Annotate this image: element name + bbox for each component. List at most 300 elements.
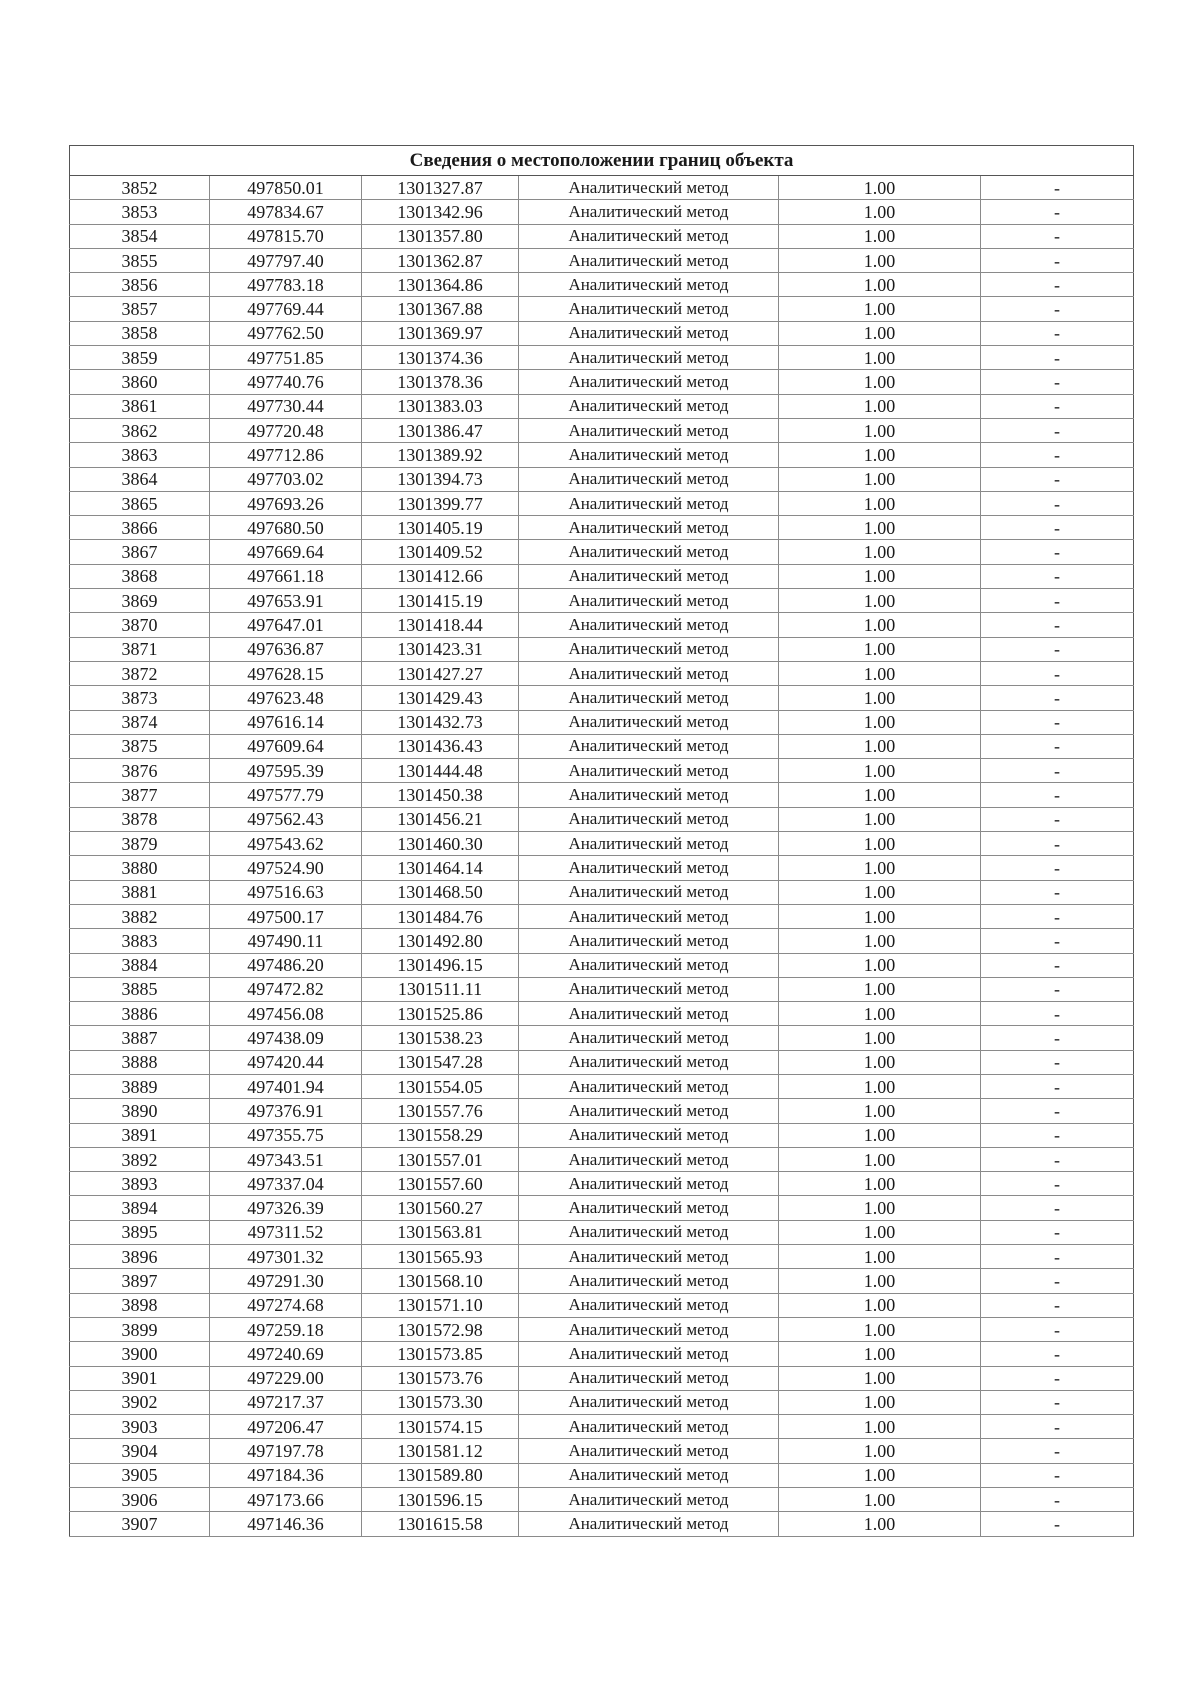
x-coordinate-cell: 497647.01 (210, 613, 362, 637)
table-row (70, 783, 1134, 807)
accuracy-cell: 1.00 (779, 880, 981, 904)
accuracy-cell: 1.00 (779, 1074, 981, 1098)
table-row (70, 224, 1134, 248)
x-coordinate-cell: 497609.64 (210, 734, 362, 758)
accuracy-cell: 1.00 (779, 1415, 981, 1439)
table-row (70, 1026, 1134, 1050)
y-coordinate-cell: 1301581.12 (362, 1439, 519, 1463)
description-cell: - (981, 224, 1134, 248)
description-cell: - (981, 1439, 1134, 1463)
y-coordinate-cell: 1301412.66 (362, 564, 519, 588)
description-cell: - (981, 321, 1134, 345)
y-coordinate-cell: 1301409.52 (362, 540, 519, 564)
x-coordinate-cell: 497311.52 (210, 1220, 362, 1244)
table-row (70, 1317, 1134, 1341)
accuracy-cell: 1.00 (779, 370, 981, 394)
y-coordinate-cell: 1301571.10 (362, 1293, 519, 1317)
point-number-cell: 3871 (70, 637, 210, 661)
table-row (70, 977, 1134, 1001)
description-cell: - (981, 346, 1134, 370)
method-cell: Аналитический метод (519, 346, 779, 370)
point-number-cell: 3873 (70, 686, 210, 710)
description-cell: - (981, 661, 1134, 685)
method-cell: Аналитический метод (519, 807, 779, 831)
x-coordinate-cell: 497562.43 (210, 807, 362, 831)
description-cell: - (981, 1147, 1134, 1171)
description-cell: - (981, 1463, 1134, 1487)
table-row (70, 1172, 1134, 1196)
x-coordinate-cell: 497680.50 (210, 516, 362, 540)
x-coordinate-cell: 497628.15 (210, 661, 362, 685)
point-number-cell: 3901 (70, 1366, 210, 1390)
table-row (70, 1099, 1134, 1123)
table-row (70, 1439, 1134, 1463)
accuracy-cell: 1.00 (779, 904, 981, 928)
method-cell: Аналитический метод (519, 880, 779, 904)
y-coordinate-cell: 1301511.11 (362, 977, 519, 1001)
description-cell: - (981, 686, 1134, 710)
point-number-cell: 3868 (70, 564, 210, 588)
x-coordinate-cell: 497184.36 (210, 1463, 362, 1487)
table-row (70, 734, 1134, 758)
y-coordinate-cell: 1301525.86 (362, 1002, 519, 1026)
x-coordinate-cell: 497623.48 (210, 686, 362, 710)
x-coordinate-cell: 497636.87 (210, 637, 362, 661)
method-cell: Аналитический метод (519, 370, 779, 394)
x-coordinate-cell: 497577.79 (210, 783, 362, 807)
x-coordinate-cell: 497438.09 (210, 1026, 362, 1050)
description-cell: - (981, 832, 1134, 856)
y-coordinate-cell: 1301573.85 (362, 1342, 519, 1366)
description-cell: - (981, 297, 1134, 321)
table-row (70, 759, 1134, 783)
method-cell: Аналитический метод (519, 297, 779, 321)
method-cell: Аналитический метод (519, 686, 779, 710)
accuracy-cell: 1.00 (779, 346, 981, 370)
accuracy-cell: 1.00 (779, 297, 981, 321)
description-cell: - (981, 613, 1134, 637)
description-cell: - (981, 929, 1134, 953)
y-coordinate-cell: 1301432.73 (362, 710, 519, 734)
method-cell: Аналитический метод (519, 1488, 779, 1512)
accuracy-cell: 1.00 (779, 394, 981, 418)
method-cell: Аналитический метод (519, 491, 779, 515)
accuracy-cell: 1.00 (779, 273, 981, 297)
accuracy-cell: 1.00 (779, 224, 981, 248)
description-cell: - (981, 467, 1134, 491)
description-cell: - (981, 1366, 1134, 1390)
y-coordinate-cell: 1301557.01 (362, 1147, 519, 1171)
table-row (70, 807, 1134, 831)
point-number-cell: 3854 (70, 224, 210, 248)
accuracy-cell: 1.00 (779, 1269, 981, 1293)
description-cell: - (981, 1512, 1134, 1536)
method-cell: Аналитический метод (519, 783, 779, 807)
description-cell: - (981, 1074, 1134, 1098)
description-cell: - (981, 1196, 1134, 1220)
y-coordinate-cell: 1301327.87 (362, 176, 519, 200)
description-cell: - (981, 394, 1134, 418)
point-number-cell: 3888 (70, 1050, 210, 1074)
point-number-cell: 3852 (70, 176, 210, 200)
description-cell: - (981, 734, 1134, 758)
accuracy-cell: 1.00 (779, 977, 981, 1001)
accuracy-cell: 1.00 (779, 1366, 981, 1390)
description-cell: - (981, 880, 1134, 904)
point-number-cell: 3878 (70, 807, 210, 831)
table-row (70, 686, 1134, 710)
accuracy-cell: 1.00 (779, 832, 981, 856)
x-coordinate-cell: 497206.47 (210, 1415, 362, 1439)
x-coordinate-cell: 497291.30 (210, 1269, 362, 1293)
method-cell: Аналитический метод (519, 1123, 779, 1147)
point-number-cell: 3898 (70, 1293, 210, 1317)
method-cell: Аналитический метод (519, 1463, 779, 1487)
x-coordinate-cell: 497762.50 (210, 321, 362, 345)
accuracy-cell: 1.00 (779, 467, 981, 491)
method-cell: Аналитический метод (519, 321, 779, 345)
table-row (70, 832, 1134, 856)
table-row (70, 467, 1134, 491)
method-cell: Аналитический метод (519, 637, 779, 661)
x-coordinate-cell: 497173.66 (210, 1488, 362, 1512)
accuracy-cell: 1.00 (779, 1220, 981, 1244)
point-number-cell: 3897 (70, 1269, 210, 1293)
table-row (70, 564, 1134, 588)
table-row (70, 370, 1134, 394)
accuracy-cell: 1.00 (779, 613, 981, 637)
x-coordinate-cell: 497376.91 (210, 1099, 362, 1123)
y-coordinate-cell: 1301418.44 (362, 613, 519, 637)
y-coordinate-cell: 1301399.77 (362, 491, 519, 515)
table-row (70, 1123, 1134, 1147)
method-cell: Аналитический метод (519, 1317, 779, 1341)
table-title: Сведения о местоположении границ объекта (70, 146, 1134, 176)
description-cell: - (981, 783, 1134, 807)
x-coordinate-cell: 497472.82 (210, 977, 362, 1001)
method-cell: Аналитический метод (519, 1074, 779, 1098)
x-coordinate-cell: 497274.68 (210, 1293, 362, 1317)
method-cell: Аналитический метод (519, 1512, 779, 1536)
y-coordinate-cell: 1301560.27 (362, 1196, 519, 1220)
point-number-cell: 3900 (70, 1342, 210, 1366)
y-coordinate-cell: 1301362.87 (362, 248, 519, 272)
method-cell: Аналитический метод (519, 176, 779, 200)
method-cell: Аналитический метод (519, 1390, 779, 1414)
description-cell: - (981, 1050, 1134, 1074)
x-coordinate-cell: 497301.32 (210, 1245, 362, 1269)
point-number-cell: 3855 (70, 248, 210, 272)
method-cell: Аналитический метод (519, 1245, 779, 1269)
x-coordinate-cell: 497337.04 (210, 1172, 362, 1196)
point-number-cell: 3870 (70, 613, 210, 637)
method-cell: Аналитический метод (519, 1099, 779, 1123)
description-cell: - (981, 637, 1134, 661)
accuracy-cell: 1.00 (779, 321, 981, 345)
x-coordinate-cell: 497712.86 (210, 443, 362, 467)
table-title-row (70, 146, 1134, 176)
table-row (70, 929, 1134, 953)
method-cell: Аналитический метод (519, 613, 779, 637)
description-cell: - (981, 176, 1134, 200)
y-coordinate-cell: 1301386.47 (362, 418, 519, 442)
x-coordinate-cell: 497653.91 (210, 589, 362, 613)
accuracy-cell: 1.00 (779, 1512, 981, 1536)
description-cell: - (981, 1172, 1134, 1196)
description-cell: - (981, 1317, 1134, 1341)
accuracy-cell: 1.00 (779, 856, 981, 880)
table-row (70, 1196, 1134, 1220)
y-coordinate-cell: 1301563.81 (362, 1220, 519, 1244)
y-coordinate-cell: 1301573.30 (362, 1390, 519, 1414)
point-number-cell: 3880 (70, 856, 210, 880)
accuracy-cell: 1.00 (779, 248, 981, 272)
point-number-cell: 3899 (70, 1317, 210, 1341)
description-cell: - (981, 710, 1134, 734)
y-coordinate-cell: 1301389.92 (362, 443, 519, 467)
y-coordinate-cell: 1301496.15 (362, 953, 519, 977)
table-row (70, 1512, 1134, 1536)
point-number-cell: 3858 (70, 321, 210, 345)
point-number-cell: 3886 (70, 1002, 210, 1026)
method-cell: Аналитический метод (519, 589, 779, 613)
accuracy-cell: 1.00 (779, 929, 981, 953)
method-cell: Аналитический метод (519, 1196, 779, 1220)
y-coordinate-cell: 1301547.28 (362, 1050, 519, 1074)
point-number-cell: 3902 (70, 1390, 210, 1414)
description-cell: - (981, 1002, 1134, 1026)
y-coordinate-cell: 1301444.48 (362, 759, 519, 783)
table-row (70, 176, 1134, 200)
table-row (70, 1269, 1134, 1293)
accuracy-cell: 1.00 (779, 1245, 981, 1269)
description-cell: - (981, 1488, 1134, 1512)
y-coordinate-cell: 1301464.14 (362, 856, 519, 880)
description-cell: - (981, 491, 1134, 515)
table-row (70, 443, 1134, 467)
point-number-cell: 3892 (70, 1147, 210, 1171)
y-coordinate-cell: 1301342.96 (362, 200, 519, 224)
y-coordinate-cell: 1301557.76 (362, 1099, 519, 1123)
point-number-cell: 3885 (70, 977, 210, 1001)
method-cell: Аналитический метод (519, 832, 779, 856)
point-number-cell: 3874 (70, 710, 210, 734)
point-number-cell: 3876 (70, 759, 210, 783)
point-number-cell: 3853 (70, 200, 210, 224)
accuracy-cell: 1.00 (779, 1099, 981, 1123)
method-cell: Аналитический метод (519, 200, 779, 224)
x-coordinate-cell: 497661.18 (210, 564, 362, 588)
point-number-cell: 3906 (70, 1488, 210, 1512)
x-coordinate-cell: 497783.18 (210, 273, 362, 297)
accuracy-cell: 1.00 (779, 176, 981, 200)
x-coordinate-cell: 497740.76 (210, 370, 362, 394)
point-number-cell: 3879 (70, 832, 210, 856)
x-coordinate-cell: 497343.51 (210, 1147, 362, 1171)
table-row (70, 1366, 1134, 1390)
x-coordinate-cell: 497797.40 (210, 248, 362, 272)
accuracy-cell: 1.00 (779, 540, 981, 564)
y-coordinate-cell: 1301378.36 (362, 370, 519, 394)
description-cell: - (981, 540, 1134, 564)
table-row (70, 637, 1134, 661)
y-coordinate-cell: 1301538.23 (362, 1026, 519, 1050)
point-number-cell: 3869 (70, 589, 210, 613)
method-cell: Аналитический метод (519, 224, 779, 248)
x-coordinate-cell: 497420.44 (210, 1050, 362, 1074)
x-coordinate-cell: 497751.85 (210, 346, 362, 370)
point-number-cell: 3867 (70, 540, 210, 564)
accuracy-cell: 1.00 (779, 1293, 981, 1317)
x-coordinate-cell: 497146.36 (210, 1512, 362, 1536)
method-cell: Аналитический метод (519, 953, 779, 977)
y-coordinate-cell: 1301558.29 (362, 1123, 519, 1147)
y-coordinate-cell: 1301615.58 (362, 1512, 519, 1536)
y-coordinate-cell: 1301369.97 (362, 321, 519, 345)
point-number-cell: 3865 (70, 491, 210, 515)
point-number-cell: 3872 (70, 661, 210, 685)
point-number-cell: 3881 (70, 880, 210, 904)
description-cell: - (981, 1269, 1134, 1293)
method-cell: Аналитический метод (519, 856, 779, 880)
description-cell: - (981, 1220, 1134, 1244)
description-cell: - (981, 273, 1134, 297)
y-coordinate-cell: 1301436.43 (362, 734, 519, 758)
accuracy-cell: 1.00 (779, 661, 981, 685)
table-row (70, 273, 1134, 297)
description-cell: - (981, 248, 1134, 272)
table-row (70, 661, 1134, 685)
method-cell: Аналитический метод (519, 418, 779, 442)
y-coordinate-cell: 1301427.27 (362, 661, 519, 685)
description-cell: - (981, 807, 1134, 831)
y-coordinate-cell: 1301423.31 (362, 637, 519, 661)
accuracy-cell: 1.00 (779, 1002, 981, 1026)
method-cell: Аналитический метод (519, 1342, 779, 1366)
point-number-cell: 3893 (70, 1172, 210, 1196)
table-row (70, 1074, 1134, 1098)
x-coordinate-cell: 497240.69 (210, 1342, 362, 1366)
point-number-cell: 3905 (70, 1463, 210, 1487)
accuracy-cell: 1.00 (779, 686, 981, 710)
description-cell: - (981, 759, 1134, 783)
y-coordinate-cell: 1301468.50 (362, 880, 519, 904)
x-coordinate-cell: 497693.26 (210, 491, 362, 515)
description-cell: - (981, 1415, 1134, 1439)
description-cell: - (981, 418, 1134, 442)
y-coordinate-cell: 1301394.73 (362, 467, 519, 491)
table-row (70, 1050, 1134, 1074)
table-row (70, 1147, 1134, 1171)
y-coordinate-cell: 1301383.03 (362, 394, 519, 418)
y-coordinate-cell: 1301557.60 (362, 1172, 519, 1196)
point-number-cell: 3891 (70, 1123, 210, 1147)
point-number-cell: 3890 (70, 1099, 210, 1123)
method-cell: Аналитический метод (519, 904, 779, 928)
accuracy-cell: 1.00 (779, 589, 981, 613)
y-coordinate-cell: 1301367.88 (362, 297, 519, 321)
x-coordinate-cell: 497259.18 (210, 1317, 362, 1341)
table-row (70, 880, 1134, 904)
method-cell: Аналитический метод (519, 661, 779, 685)
method-cell: Аналитический метод (519, 273, 779, 297)
description-cell: - (981, 1099, 1134, 1123)
method-cell: Аналитический метод (519, 1439, 779, 1463)
y-coordinate-cell: 1301456.21 (362, 807, 519, 831)
y-coordinate-cell: 1301460.30 (362, 832, 519, 856)
accuracy-cell: 1.00 (779, 491, 981, 515)
accuracy-cell: 1.00 (779, 1026, 981, 1050)
x-coordinate-cell: 497229.00 (210, 1366, 362, 1390)
point-number-cell: 3889 (70, 1074, 210, 1098)
method-cell: Аналитический метод (519, 564, 779, 588)
accuracy-cell: 1.00 (779, 953, 981, 977)
description-cell: - (981, 370, 1134, 394)
method-cell: Аналитический метод (519, 759, 779, 783)
point-number-cell: 3857 (70, 297, 210, 321)
table-row (70, 1488, 1134, 1512)
point-number-cell: 3864 (70, 467, 210, 491)
x-coordinate-cell: 497769.44 (210, 297, 362, 321)
description-cell: - (981, 443, 1134, 467)
accuracy-cell: 1.00 (779, 1463, 981, 1487)
accuracy-cell: 1.00 (779, 710, 981, 734)
description-cell: - (981, 1123, 1134, 1147)
y-coordinate-cell: 1301415.19 (362, 589, 519, 613)
description-cell: - (981, 200, 1134, 224)
accuracy-cell: 1.00 (779, 1390, 981, 1414)
point-number-cell: 3887 (70, 1026, 210, 1050)
accuracy-cell: 1.00 (779, 807, 981, 831)
y-coordinate-cell: 1301573.76 (362, 1366, 519, 1390)
method-cell: Аналитический метод (519, 1026, 779, 1050)
description-cell: - (981, 1026, 1134, 1050)
y-coordinate-cell: 1301429.43 (362, 686, 519, 710)
description-cell: - (981, 564, 1134, 588)
accuracy-cell: 1.00 (779, 759, 981, 783)
x-coordinate-cell: 497720.48 (210, 418, 362, 442)
accuracy-cell: 1.00 (779, 734, 981, 758)
point-number-cell: 3907 (70, 1512, 210, 1536)
point-number-cell: 3859 (70, 346, 210, 370)
table-row (70, 1002, 1134, 1026)
method-cell: Аналитический метод (519, 929, 779, 953)
description-cell: - (981, 856, 1134, 880)
table-row (70, 1342, 1134, 1366)
y-coordinate-cell: 1301450.38 (362, 783, 519, 807)
y-coordinate-cell: 1301589.80 (362, 1463, 519, 1487)
accuracy-cell: 1.00 (779, 1172, 981, 1196)
point-number-cell: 3895 (70, 1220, 210, 1244)
table-row (70, 200, 1134, 224)
description-cell: - (981, 1342, 1134, 1366)
point-number-cell: 3856 (70, 273, 210, 297)
x-coordinate-cell: 497217.37 (210, 1390, 362, 1414)
table-row (70, 394, 1134, 418)
accuracy-cell: 1.00 (779, 443, 981, 467)
description-cell: - (981, 1245, 1134, 1269)
x-coordinate-cell: 497730.44 (210, 394, 362, 418)
point-number-cell: 3875 (70, 734, 210, 758)
method-cell: Аналитический метод (519, 1220, 779, 1244)
point-number-cell: 3896 (70, 1245, 210, 1269)
method-cell: Аналитический метод (519, 977, 779, 1001)
x-coordinate-cell: 497543.62 (210, 832, 362, 856)
y-coordinate-cell: 1301565.93 (362, 1245, 519, 1269)
accuracy-cell: 1.00 (779, 1050, 981, 1074)
table-row (70, 346, 1134, 370)
point-number-cell: 3894 (70, 1196, 210, 1220)
